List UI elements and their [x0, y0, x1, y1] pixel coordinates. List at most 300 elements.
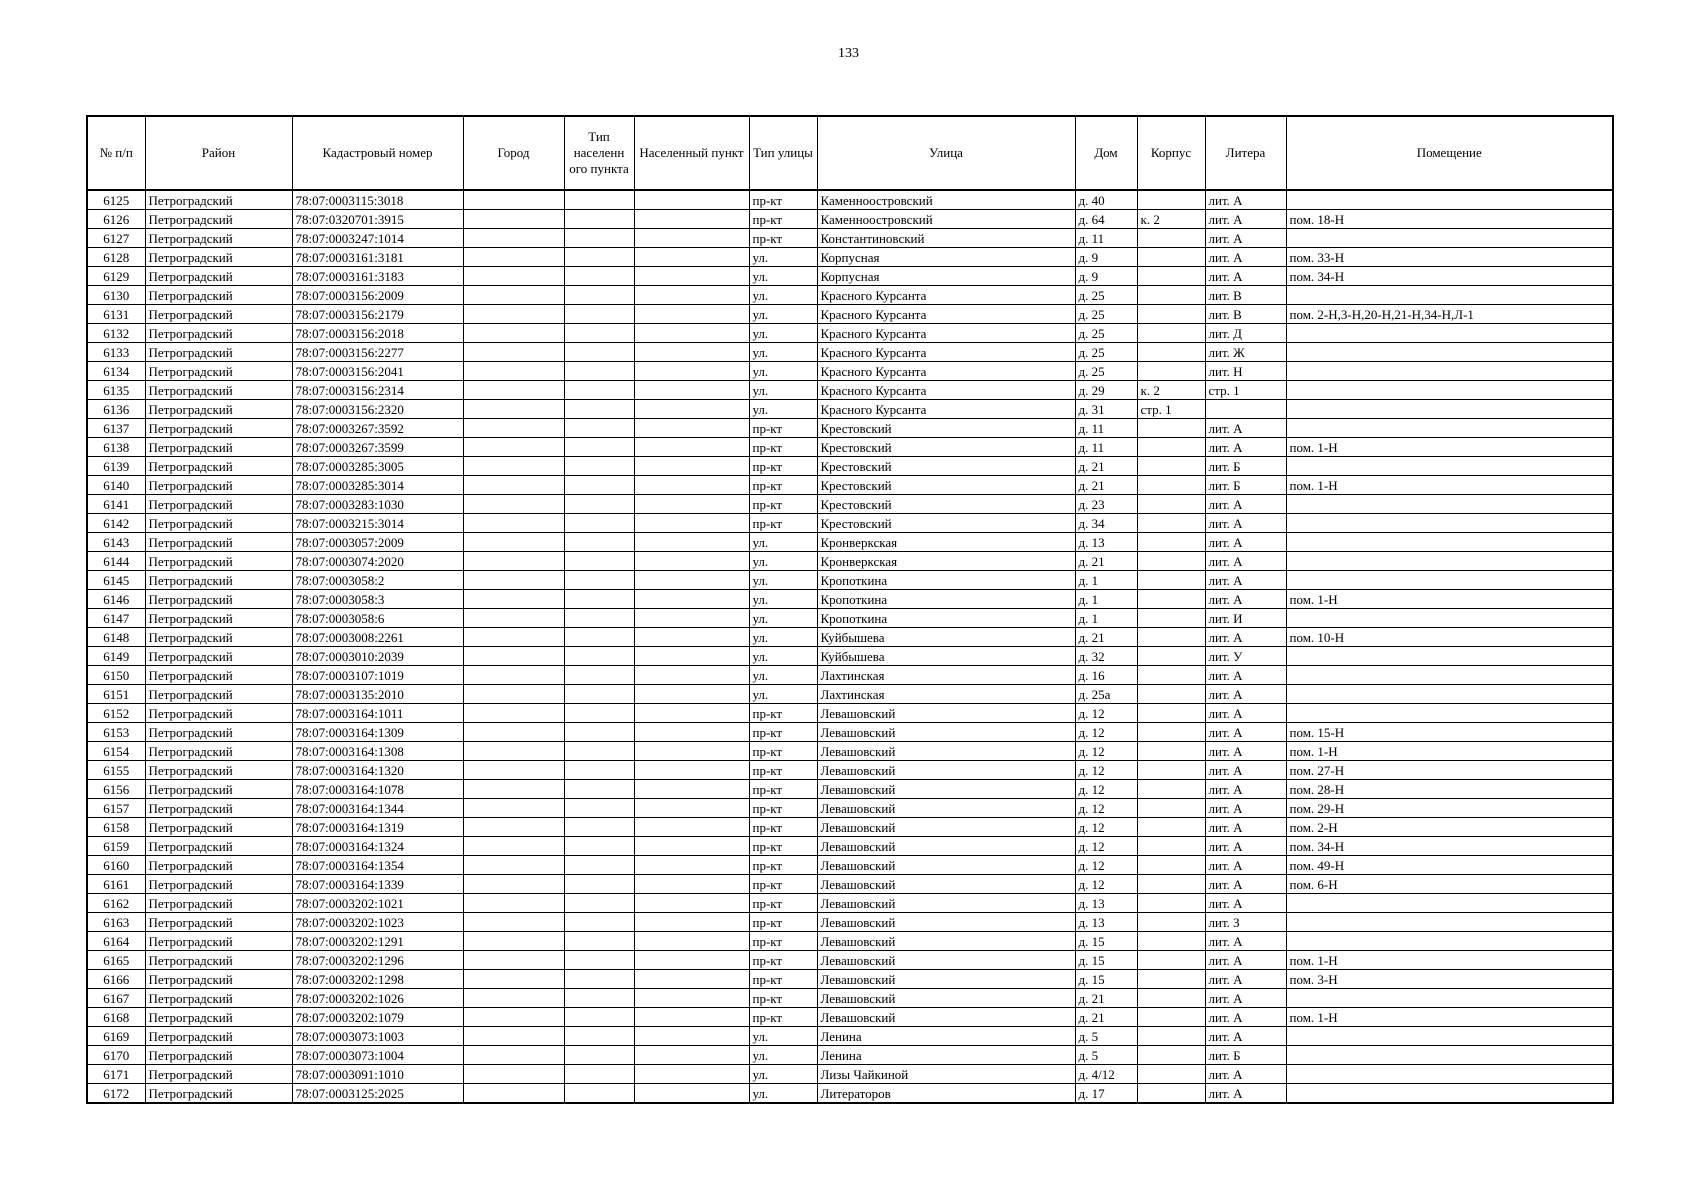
- table-row: [87, 514, 1613, 533]
- cell-street-type: пр-кт: [749, 799, 817, 818]
- cell-cadastral-number: 78:07:0003247:1014: [292, 229, 463, 248]
- column-header-house: Дом: [1075, 116, 1137, 190]
- cell-city: [463, 400, 564, 419]
- cell-settlement: [634, 286, 749, 305]
- cell-settlement: [634, 609, 749, 628]
- table-row: [87, 190, 1613, 210]
- cell-letter: лит. А: [1205, 1065, 1286, 1084]
- cell-street: Левашовский: [817, 875, 1075, 894]
- cell-house: д. 21: [1075, 476, 1137, 495]
- cell-letter: лит. У: [1205, 647, 1286, 666]
- cell-settlement: [634, 419, 749, 438]
- cell-district: Петроградский: [145, 1008, 292, 1027]
- cell-street-type: пр-кт: [749, 818, 817, 837]
- cell-city: [463, 628, 564, 647]
- cell-city: [463, 1008, 564, 1027]
- cell-district: Петроградский: [145, 894, 292, 913]
- cell-letter: лит. А: [1205, 1084, 1286, 1104]
- cell-settlement-type: [564, 229, 634, 248]
- cell-settlement: [634, 1008, 749, 1027]
- cell-city: [463, 913, 564, 932]
- cell-premises: [1286, 457, 1613, 476]
- cell-city: [463, 837, 564, 856]
- cell-street: Лахтинская: [817, 666, 1075, 685]
- cell-street-type: пр-кт: [749, 457, 817, 476]
- cell-premises: пом. 34-Н: [1286, 837, 1613, 856]
- cell-number: 6170: [87, 1046, 145, 1065]
- cell-street-type: пр-кт: [749, 723, 817, 742]
- cell-street: Левашовский: [817, 1008, 1075, 1027]
- cell-building: [1137, 647, 1205, 666]
- cell-letter: лит. А: [1205, 229, 1286, 248]
- cell-number: 6161: [87, 875, 145, 894]
- cell-cadastral-number: 78:07:0003156:2277: [292, 343, 463, 362]
- cell-city: [463, 761, 564, 780]
- cell-cadastral-number: 78:07:0003285:3005: [292, 457, 463, 476]
- table-row: [87, 799, 1613, 818]
- cell-number: 6168: [87, 1008, 145, 1027]
- cell-building: [1137, 1008, 1205, 1027]
- table-row: [87, 723, 1613, 742]
- cell-building: [1137, 248, 1205, 267]
- cell-number: 6132: [87, 324, 145, 343]
- cell-building: [1137, 324, 1205, 343]
- cell-number: 6154: [87, 742, 145, 761]
- cell-city: [463, 286, 564, 305]
- cell-number: 6127: [87, 229, 145, 248]
- cell-letter: лит. А: [1205, 571, 1286, 590]
- column-header-city: Город: [463, 116, 564, 190]
- cell-premises: [1286, 1065, 1613, 1084]
- cell-letter: лит. А: [1205, 666, 1286, 685]
- cell-settlement-type: [564, 875, 634, 894]
- cell-building: [1137, 628, 1205, 647]
- cell-district: Петроградский: [145, 267, 292, 286]
- cell-district: Петроградский: [145, 628, 292, 647]
- cell-number: 6135: [87, 381, 145, 400]
- table-row: [87, 286, 1613, 305]
- cell-street-type: ул.: [749, 647, 817, 666]
- cell-cadastral-number: 78:07:0003164:1354: [292, 856, 463, 875]
- cell-cadastral-number: 78:07:0003215:3014: [292, 514, 463, 533]
- cell-number: 6169: [87, 1027, 145, 1046]
- cell-settlement-type: [564, 457, 634, 476]
- cell-premises: [1286, 685, 1613, 704]
- table-body: [87, 190, 1613, 1103]
- cell-number: 6141: [87, 495, 145, 514]
- cell-street-type: пр-кт: [749, 856, 817, 875]
- cell-settlement-type: [564, 609, 634, 628]
- cell-street-type: ул.: [749, 666, 817, 685]
- cell-letter: лит. Б: [1205, 457, 1286, 476]
- cell-letter: лит. А: [1205, 970, 1286, 989]
- cell-district: Петроградский: [145, 1065, 292, 1084]
- cell-street-type: пр-кт: [749, 894, 817, 913]
- cell-settlement: [634, 723, 749, 742]
- cell-settlement-type: [564, 628, 634, 647]
- cell-house: д. 15: [1075, 970, 1137, 989]
- cell-district: Петроградский: [145, 742, 292, 761]
- cell-settlement-type: [564, 818, 634, 837]
- cell-house: д. 64: [1075, 210, 1137, 229]
- cell-letter: лит. А: [1205, 552, 1286, 571]
- cell-settlement: [634, 343, 749, 362]
- cell-street-type: ул.: [749, 324, 817, 343]
- cell-settlement: [634, 761, 749, 780]
- cell-number: 6131: [87, 305, 145, 324]
- cell-settlement: [634, 837, 749, 856]
- cell-number: 6158: [87, 818, 145, 837]
- cell-building: [1137, 761, 1205, 780]
- cell-number: 6157: [87, 799, 145, 818]
- table-row: [87, 381, 1613, 400]
- cell-district: Петроградский: [145, 533, 292, 552]
- cell-settlement-type: [564, 533, 634, 552]
- cell-settlement-type: [564, 400, 634, 419]
- cell-street-type: ул.: [749, 685, 817, 704]
- cell-cadastral-number: 78:07:0003164:1320: [292, 761, 463, 780]
- cell-street-type: пр-кт: [749, 932, 817, 951]
- column-header-street: Улица: [817, 116, 1075, 190]
- cell-district: Петроградский: [145, 799, 292, 818]
- cell-house: д. 25: [1075, 286, 1137, 305]
- cell-number: 6171: [87, 1065, 145, 1084]
- cell-house: д. 12: [1075, 723, 1137, 742]
- cell-letter: лит. А: [1205, 628, 1286, 647]
- table-row: [87, 1008, 1613, 1027]
- cell-city: [463, 533, 564, 552]
- cell-house: д. 32: [1075, 647, 1137, 666]
- cell-number: 6125: [87, 190, 145, 210]
- cell-house: д. 25: [1075, 305, 1137, 324]
- cell-house: д. 12: [1075, 818, 1137, 837]
- cell-letter: лит. А: [1205, 248, 1286, 267]
- cell-cadastral-number: 78:07:0003164:1011: [292, 704, 463, 723]
- cell-premises: пом. 2-Н: [1286, 818, 1613, 837]
- cell-premises: [1286, 571, 1613, 590]
- table-row: [87, 400, 1613, 419]
- cell-cadastral-number: 78:07:0003202:1296: [292, 951, 463, 970]
- cell-settlement: [634, 1027, 749, 1046]
- cell-street-type: ул.: [749, 267, 817, 286]
- table-row: [87, 305, 1613, 324]
- cell-street: Корпусная: [817, 267, 1075, 286]
- cell-building: [1137, 780, 1205, 799]
- cell-settlement-type: [564, 913, 634, 932]
- cell-city: [463, 799, 564, 818]
- cell-city: [463, 1065, 564, 1084]
- cell-district: Петроградский: [145, 210, 292, 229]
- cell-street: Левашовский: [817, 989, 1075, 1008]
- cell-street-type: ул.: [749, 1084, 817, 1104]
- cell-premises: пом. 29-Н: [1286, 799, 1613, 818]
- cell-premises: пом. 1-Н: [1286, 476, 1613, 495]
- cell-settlement-type: [564, 438, 634, 457]
- cell-street-type: пр-кт: [749, 476, 817, 495]
- cell-settlement: [634, 590, 749, 609]
- cell-street: Левашовский: [817, 970, 1075, 989]
- cell-house: д. 13: [1075, 913, 1137, 932]
- cell-city: [463, 495, 564, 514]
- cell-street: Левашовский: [817, 894, 1075, 913]
- table-row: [87, 894, 1613, 913]
- column-header-cadastral-number: Кадастровый номер: [292, 116, 463, 190]
- cell-house: д. 21: [1075, 1008, 1137, 1027]
- cell-street: Левашовский: [817, 723, 1075, 742]
- cell-settlement-type: [564, 989, 634, 1008]
- cell-building: [1137, 476, 1205, 495]
- cell-street: Константиновский: [817, 229, 1075, 248]
- cell-street-type: пр-кт: [749, 951, 817, 970]
- cell-settlement: [634, 381, 749, 400]
- cell-street-type: пр-кт: [749, 190, 817, 210]
- cell-settlement-type: [564, 305, 634, 324]
- cell-settlement-type: [564, 343, 634, 362]
- cell-street: Красного Курсанта: [817, 343, 1075, 362]
- cell-cadastral-number: 78:07:0003058:3: [292, 590, 463, 609]
- cell-city: [463, 419, 564, 438]
- table-row: [87, 704, 1613, 723]
- cell-street-type: ул.: [749, 1065, 817, 1084]
- cell-street: Красного Курсанта: [817, 286, 1075, 305]
- cell-letter: лит. А: [1205, 932, 1286, 951]
- column-header-building: Корпус: [1137, 116, 1205, 190]
- cell-city: [463, 666, 564, 685]
- cell-number: 6147: [87, 609, 145, 628]
- cell-street-type: пр-кт: [749, 913, 817, 932]
- cell-cadastral-number: 78:07:0003073:1004: [292, 1046, 463, 1065]
- cell-cadastral-number: 78:07:0003164:1339: [292, 875, 463, 894]
- cell-city: [463, 1046, 564, 1065]
- cell-district: Петроградский: [145, 514, 292, 533]
- cell-premises: пом. 1-Н: [1286, 742, 1613, 761]
- cell-street: Куйбышева: [817, 647, 1075, 666]
- cell-premises: [1286, 400, 1613, 419]
- cell-house: д. 1: [1075, 590, 1137, 609]
- cell-settlement-type: [564, 1084, 634, 1104]
- cell-letter: лит. А: [1205, 875, 1286, 894]
- cell-building: [1137, 514, 1205, 533]
- cell-cadastral-number: 78:07:0003010:2039: [292, 647, 463, 666]
- cell-settlement: [634, 913, 749, 932]
- cell-house: д. 21: [1075, 628, 1137, 647]
- cell-district: Петроградский: [145, 609, 292, 628]
- cell-building: [1137, 970, 1205, 989]
- cell-number: 6144: [87, 552, 145, 571]
- cell-district: Петроградский: [145, 457, 292, 476]
- cell-city: [463, 685, 564, 704]
- cell-number: 6138: [87, 438, 145, 457]
- cell-district: Петроградский: [145, 476, 292, 495]
- cell-street: Левашовский: [817, 837, 1075, 856]
- cell-letter: лит. В: [1205, 286, 1286, 305]
- cell-house: д. 12: [1075, 799, 1137, 818]
- cell-street-type: пр-кт: [749, 229, 817, 248]
- cell-cadastral-number: 78:07:0003164:1324: [292, 837, 463, 856]
- cell-settlement: [634, 457, 749, 476]
- table-row: [87, 248, 1613, 267]
- cell-district: Петроградский: [145, 875, 292, 894]
- cell-building: [1137, 362, 1205, 381]
- cell-city: [463, 970, 564, 989]
- table-row: [87, 989, 1613, 1008]
- cell-premises: [1286, 229, 1613, 248]
- cell-city: [463, 305, 564, 324]
- cell-number: 6142: [87, 514, 145, 533]
- cell-number: 6129: [87, 267, 145, 286]
- cell-street: Корпусная: [817, 248, 1075, 267]
- cell-house: д. 34: [1075, 514, 1137, 533]
- cell-settlement-type: [564, 248, 634, 267]
- cell-settlement: [634, 305, 749, 324]
- cell-street-type: ул.: [749, 590, 817, 609]
- cell-building: [1137, 495, 1205, 514]
- cell-house: д. 40: [1075, 190, 1137, 210]
- table-row: [87, 780, 1613, 799]
- cell-number: 6145: [87, 571, 145, 590]
- table-row: [87, 1065, 1613, 1084]
- cell-cadastral-number: 78:07:0003156:2320: [292, 400, 463, 419]
- cell-city: [463, 894, 564, 913]
- cell-premises: [1286, 286, 1613, 305]
- cell-street-type: пр-кт: [749, 704, 817, 723]
- table-row: [87, 210, 1613, 229]
- cell-house: д. 9: [1075, 248, 1137, 267]
- cell-cadastral-number: 78:07:0003267:3592: [292, 419, 463, 438]
- cell-street: Крестовский: [817, 476, 1075, 495]
- cell-street-type: пр-кт: [749, 837, 817, 856]
- table-row: [87, 1046, 1613, 1065]
- table-row: [87, 647, 1613, 666]
- cell-letter: лит. Б: [1205, 1046, 1286, 1065]
- cell-building: [1137, 951, 1205, 970]
- cell-building: [1137, 1046, 1205, 1065]
- cell-cadastral-number: 78:07:0003164:1344: [292, 799, 463, 818]
- cell-premises: [1286, 1046, 1613, 1065]
- cell-settlement: [634, 476, 749, 495]
- cell-cadastral-number: 78:07:0003202:1023: [292, 913, 463, 932]
- table-row: [87, 609, 1613, 628]
- cell-number: 6143: [87, 533, 145, 552]
- cell-building: [1137, 343, 1205, 362]
- cell-district: Петроградский: [145, 495, 292, 514]
- cell-letter: лит. А: [1205, 590, 1286, 609]
- cell-cadastral-number: 78:07:0003074:2020: [292, 552, 463, 571]
- cell-street-type: ул.: [749, 381, 817, 400]
- cell-settlement-type: [564, 723, 634, 742]
- cell-number: 6165: [87, 951, 145, 970]
- cell-building: [1137, 856, 1205, 875]
- cell-letter: лит. А: [1205, 780, 1286, 799]
- cell-district: Петроградский: [145, 932, 292, 951]
- cell-house: д. 1: [1075, 609, 1137, 628]
- cell-street: Красного Курсанта: [817, 381, 1075, 400]
- cell-cadastral-number: 78:07:0003058:2: [292, 571, 463, 590]
- cell-street: Красного Курсанта: [817, 324, 1075, 343]
- cell-premises: [1286, 190, 1613, 210]
- cell-city: [463, 381, 564, 400]
- cell-house: д. 21: [1075, 989, 1137, 1008]
- cell-street-type: ул.: [749, 248, 817, 267]
- cell-settlement-type: [564, 1065, 634, 1084]
- cell-street-type: ул.: [749, 305, 817, 324]
- property-registry-table: [86, 115, 1614, 1104]
- cell-premises: [1286, 533, 1613, 552]
- table-row: [87, 267, 1613, 286]
- cell-house: д. 12: [1075, 761, 1137, 780]
- cell-settlement: [634, 1046, 749, 1065]
- cell-street: Крестовский: [817, 419, 1075, 438]
- cell-street: Левашовский: [817, 856, 1075, 875]
- cell-settlement-type: [564, 571, 634, 590]
- cell-cadastral-number: 78:07:0003202:1298: [292, 970, 463, 989]
- cell-house: д. 12: [1075, 875, 1137, 894]
- cell-settlement-type: [564, 324, 634, 343]
- cell-district: Петроградский: [145, 381, 292, 400]
- cell-letter: лит. Н: [1205, 362, 1286, 381]
- cell-street: Левашовский: [817, 932, 1075, 951]
- cell-number: 6148: [87, 628, 145, 647]
- cell-district: Петроградский: [145, 190, 292, 210]
- cell-district: Петроградский: [145, 951, 292, 970]
- cell-cadastral-number: 78:07:0003164:1078: [292, 780, 463, 799]
- cell-letter: лит. А: [1205, 438, 1286, 457]
- cell-city: [463, 932, 564, 951]
- header-row: [87, 116, 1613, 190]
- cell-street: Левашовский: [817, 761, 1075, 780]
- cell-letter: лит. Д: [1205, 324, 1286, 343]
- cell-settlement-type: [564, 476, 634, 495]
- cell-premises: [1286, 1027, 1613, 1046]
- cell-house: д. 21: [1075, 457, 1137, 476]
- cell-street: Левашовский: [817, 780, 1075, 799]
- cell-cadastral-number: 78:07:0003202:1026: [292, 989, 463, 1008]
- cell-building: [1137, 229, 1205, 248]
- cell-settlement-type: [564, 970, 634, 989]
- table-row: [87, 495, 1613, 514]
- cell-settlement-type: [564, 1046, 634, 1065]
- cell-house: д. 13: [1075, 894, 1137, 913]
- cell-settlement-type: [564, 780, 634, 799]
- cell-district: Петроградский: [145, 229, 292, 248]
- cell-city: [463, 1027, 564, 1046]
- cell-building: [1137, 419, 1205, 438]
- table-row: [87, 324, 1613, 343]
- cell-number: 6164: [87, 932, 145, 951]
- cell-cadastral-number: 78:07:0003156:2041: [292, 362, 463, 381]
- cell-number: 6149: [87, 647, 145, 666]
- cell-street: Кропоткина: [817, 571, 1075, 590]
- cell-district: Петроградский: [145, 552, 292, 571]
- cell-premises: [1286, 666, 1613, 685]
- cell-building: [1137, 742, 1205, 761]
- cell-cadastral-number: 78:07:0003115:3018: [292, 190, 463, 210]
- cell-premises: пом. 18-Н: [1286, 210, 1613, 229]
- cell-street: Кропоткина: [817, 609, 1075, 628]
- table-row: [87, 438, 1613, 457]
- cell-street: Крестовский: [817, 457, 1075, 476]
- table-row: [87, 875, 1613, 894]
- cell-settlement-type: [564, 381, 634, 400]
- cell-street-type: пр-кт: [749, 419, 817, 438]
- cell-district: Петроградский: [145, 856, 292, 875]
- cell-settlement: [634, 362, 749, 381]
- table-row: [87, 856, 1613, 875]
- cell-settlement: [634, 210, 749, 229]
- cell-street-type: пр-кт: [749, 875, 817, 894]
- cell-settlement: [634, 932, 749, 951]
- cell-district: Петроградский: [145, 1084, 292, 1104]
